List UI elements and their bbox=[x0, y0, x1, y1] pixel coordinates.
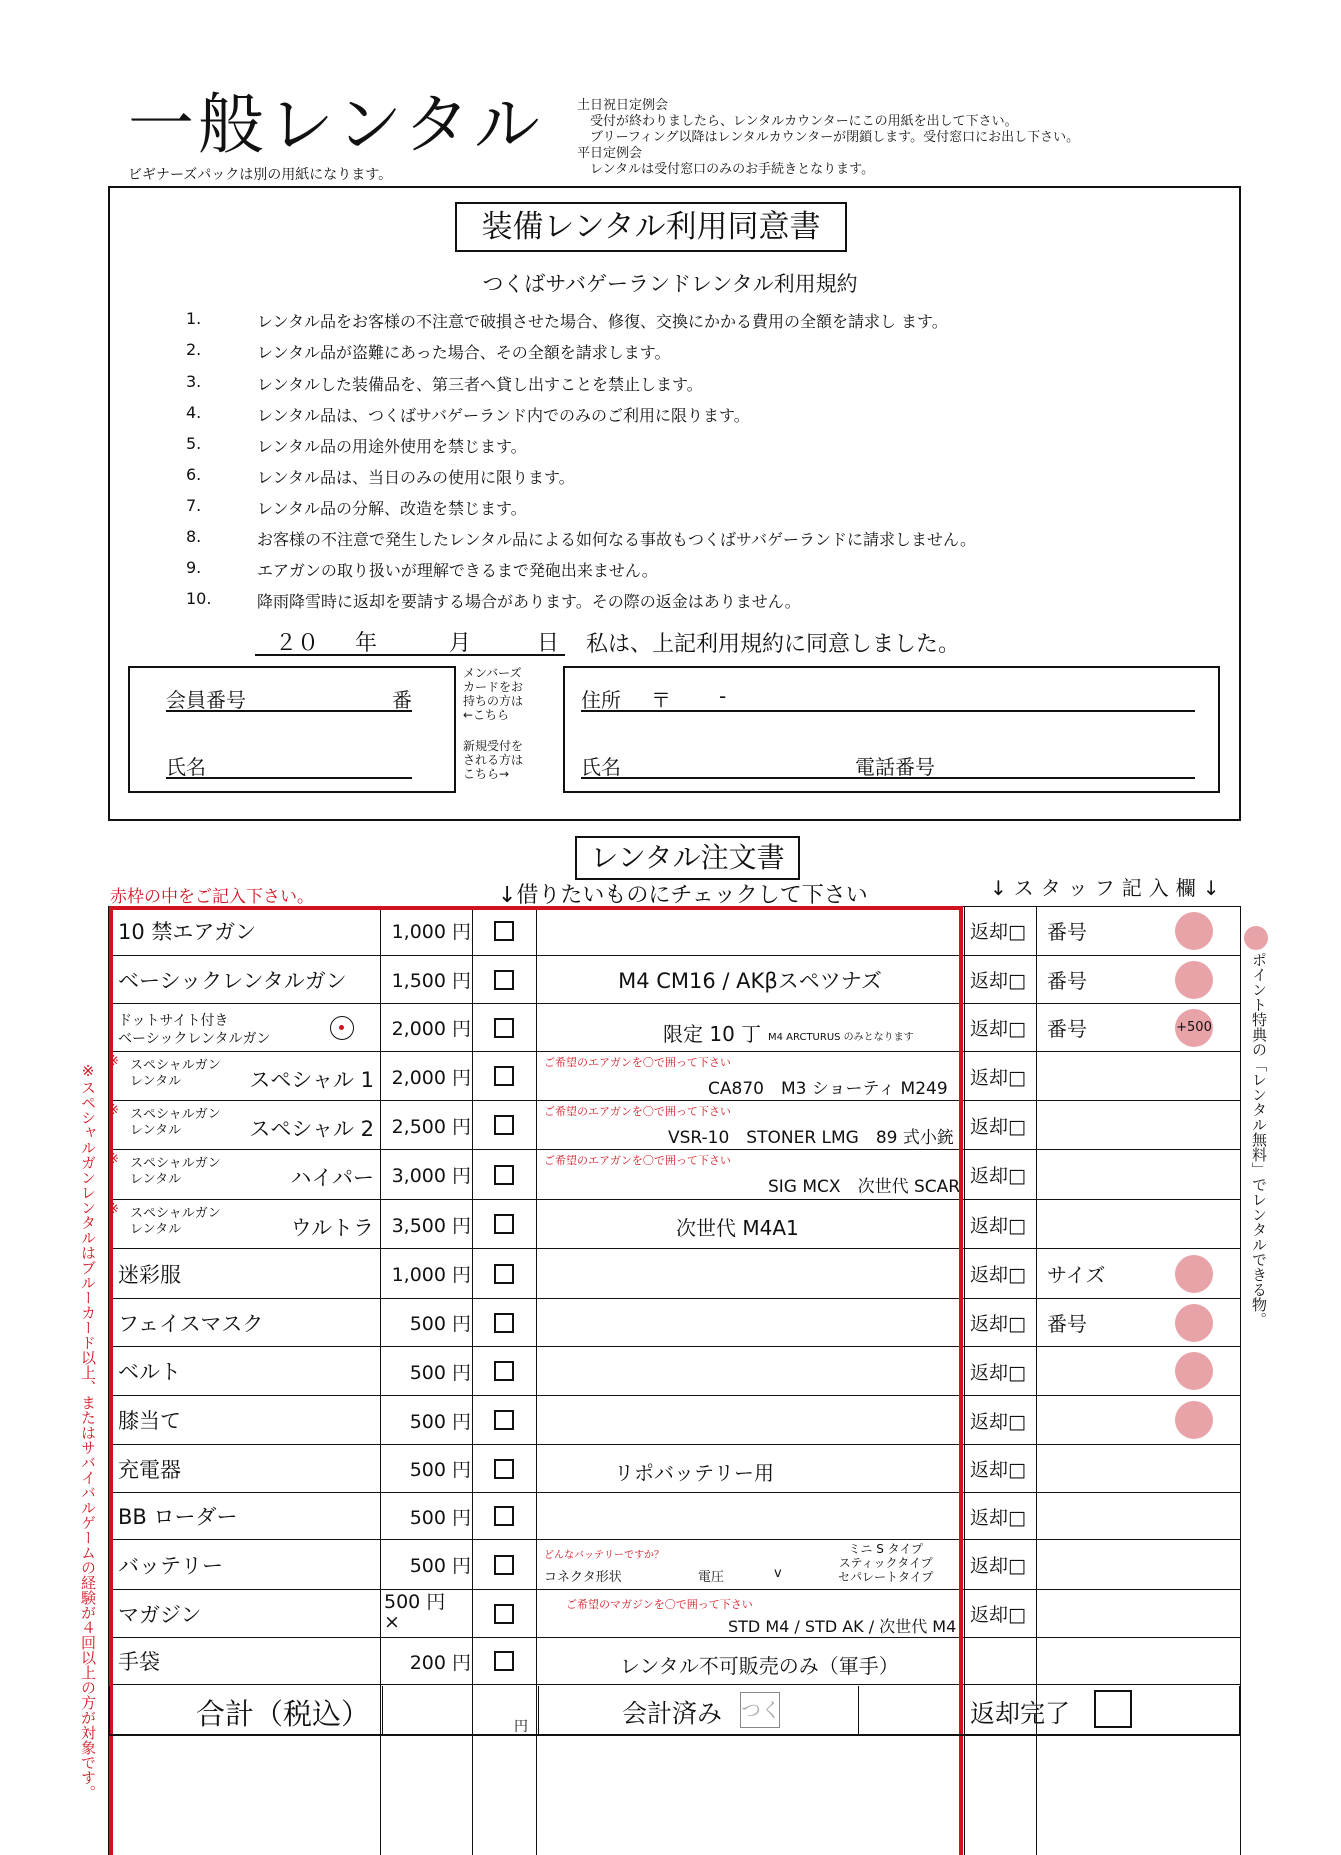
term-text: レンタル品をお客様の不注意で破損させた場合、修復、交換にかかる費用の全額を請求し ます。 bbox=[257, 312, 948, 331]
notice-line: 受付が終わりましたら、レンタルカウンターにこの用紙を出して下さい。 bbox=[577, 114, 1018, 129]
rental-checkbox-cell[interactable] bbox=[472, 1101, 536, 1149]
special-item bbox=[108, 1150, 380, 1199]
order-title: レンタル注文書 bbox=[575, 836, 800, 880]
return-check[interactable]: 返却□ bbox=[970, 970, 1026, 992]
member-name-label: 氏名 bbox=[166, 755, 206, 779]
term-number: 8. bbox=[186, 527, 202, 546]
rental-checkbox-cell[interactable] bbox=[472, 1396, 536, 1444]
agreement-title: 装備レンタル利用同意書 bbox=[455, 202, 847, 252]
return-check[interactable]: 返却□ bbox=[970, 1604, 1026, 1626]
item-price: 1,000 円 bbox=[391, 921, 471, 943]
table-row bbox=[108, 1540, 1241, 1590]
table-row bbox=[108, 1004, 1241, 1052]
term-text: レンタル品は、当日のみの使用に限ります。 bbox=[257, 468, 575, 487]
rental-checkbox[interactable] bbox=[494, 1651, 514, 1671]
notice-line: レンタルは受付窓口のみのお手続きとなります。 bbox=[577, 162, 875, 177]
battery-connector-label: コネクタ形状 bbox=[544, 1570, 622, 1585]
return-check[interactable]: 返却□ bbox=[970, 1214, 1026, 1237]
returned-checkbox[interactable] bbox=[1094, 1690, 1132, 1728]
table-row bbox=[108, 1299, 1241, 1347]
magazine-options[interactable]: STD M4 / STD AK / 次世代 M4 bbox=[728, 1617, 957, 1636]
item-name: BB ローダー bbox=[118, 1505, 238, 1529]
rental-checkbox-cell[interactable] bbox=[472, 1493, 536, 1539]
member-name-field[interactable] bbox=[166, 745, 412, 779]
item-price: 1,000 円 bbox=[391, 1264, 471, 1286]
member-number-field[interactable] bbox=[166, 678, 412, 712]
term-text: 降雨降雪時に返却を要請する場合があります。その際の返金はありません。 bbox=[257, 592, 801, 611]
rental-checkbox[interactable] bbox=[494, 1313, 514, 1333]
table-row bbox=[108, 1101, 1241, 1150]
staff-cell bbox=[1037, 1299, 1241, 1346]
rental-checkbox[interactable] bbox=[494, 1115, 514, 1135]
return-check[interactable]: 返却□ bbox=[970, 1066, 1026, 1089]
staff-cell bbox=[1037, 956, 1241, 1003]
term-number: 7. bbox=[186, 496, 202, 515]
gun-choice-hint: ご希望のエアガンを〇で囲って下さい bbox=[544, 1154, 731, 1167]
term-text: レンタルした装備品を、第三者へ貸し出すことを禁止します。 bbox=[257, 375, 703, 394]
return-check[interactable]: 返却□ bbox=[970, 1165, 1026, 1187]
return-check[interactable]: 返却□ bbox=[970, 1459, 1026, 1481]
battery-voltage-unit: v bbox=[774, 1566, 782, 1581]
term-text: レンタル品の分解、改造を禁じます。 bbox=[257, 499, 527, 518]
term-number: 6. bbox=[186, 465, 202, 484]
member-number-suffix: 番 bbox=[392, 688, 412, 712]
rental-checkbox-cell[interactable] bbox=[472, 906, 536, 955]
return-check[interactable]: 返却□ bbox=[970, 1115, 1026, 1138]
item-note: 限定 10 丁 bbox=[663, 1022, 762, 1046]
item-name: 膝当て bbox=[118, 1409, 181, 1433]
item-note: M4 CM16 / AKβスペツナズ bbox=[618, 968, 882, 993]
member-card-note: メンバーズ カードをお 持ちの方は ←こちら bbox=[463, 666, 524, 722]
term-number: 5. bbox=[186, 434, 202, 453]
rental-checkbox-cell[interactable] bbox=[472, 956, 536, 1003]
date-day-label: 日 bbox=[537, 631, 560, 656]
point-dot bbox=[1175, 1352, 1213, 1390]
term-number: 3. bbox=[186, 372, 202, 391]
notice-line: 土日祝日定例会 bbox=[577, 98, 669, 113]
item-price: 2,000 円 bbox=[391, 1066, 471, 1089]
special-mark: ※ bbox=[108, 1103, 119, 1118]
staff-heading: ↓スタッフ記入欄↓ bbox=[990, 876, 1227, 900]
battery-types[interactable]: ミニ S タイプ スティックタイプ セパレートタイプ bbox=[838, 1542, 934, 1584]
point-dot bbox=[1175, 912, 1213, 950]
paid-label: 会計済み bbox=[622, 1699, 723, 1728]
table-row bbox=[108, 1638, 1241, 1685]
table-row bbox=[108, 1493, 1241, 1540]
table-row bbox=[108, 1150, 1241, 1200]
dot-sight-icon bbox=[330, 1016, 354, 1040]
table-row bbox=[108, 1445, 1241, 1493]
special-label: スペシャルガン レンタル bbox=[130, 1206, 221, 1237]
table-row bbox=[108, 906, 1241, 956]
term-number: 10. bbox=[186, 589, 212, 608]
magazine-hint: ご希望のマガジンを〇で囲って下さい bbox=[566, 1598, 753, 1611]
item-name: 迷彩服 bbox=[118, 1262, 181, 1287]
item-price: 2,500 円 bbox=[391, 1115, 471, 1138]
return-check[interactable]: 返却□ bbox=[970, 1361, 1026, 1384]
item-price: 500 円 bbox=[409, 1555, 471, 1577]
rental-checkbox-cell[interactable] bbox=[472, 1299, 536, 1346]
postal-mark: 〒 bbox=[651, 688, 671, 712]
staff-cell bbox=[1037, 1396, 1241, 1444]
page-title: 一般レンタル bbox=[128, 86, 544, 163]
table-row bbox=[108, 1396, 1241, 1445]
table-row bbox=[108, 1249, 1241, 1299]
table-row bbox=[108, 956, 1241, 1004]
item-note: リポバッテリー用 bbox=[614, 1461, 774, 1485]
term-number: 4. bbox=[186, 403, 202, 422]
staff-label: 番号 bbox=[1047, 920, 1087, 944]
member-number-label: 会員番号 bbox=[166, 688, 246, 712]
item-note: レンタル不可販売のみ（軍手） bbox=[620, 1654, 899, 1678]
item-price: 500 円 bbox=[409, 1361, 471, 1384]
special-mark: ※ bbox=[108, 1202, 119, 1217]
postal-dash: - bbox=[719, 684, 727, 708]
item-name: 手袋 bbox=[118, 1650, 160, 1674]
address-label: 住所 bbox=[581, 688, 621, 712]
special-grade: スペシャル 1 bbox=[249, 1068, 374, 1092]
returned-label: 返却完了 bbox=[970, 1699, 1071, 1728]
rental-checkbox[interactable] bbox=[494, 1066, 514, 1086]
rental-checkbox[interactable] bbox=[494, 1506, 514, 1526]
item-name: ベーシックレンタルガン bbox=[118, 968, 347, 993]
date-year-label: 年 bbox=[355, 631, 378, 656]
rental-checkbox-cell[interactable] bbox=[472, 1590, 536, 1637]
item-note-small: M4 ARCTURUS のみとなります bbox=[768, 1032, 914, 1043]
rental-checkbox-cell[interactable] bbox=[472, 1052, 536, 1100]
rental-checkbox[interactable] bbox=[494, 1264, 514, 1284]
item-name: 10 禁エアガン bbox=[118, 919, 257, 944]
staff-cell bbox=[1037, 1004, 1241, 1051]
terms-subtitle: つくばサバゲーランドレンタル利用規約 bbox=[482, 272, 858, 296]
return-check[interactable]: 返却□ bbox=[970, 921, 1026, 943]
staff-cell bbox=[1037, 1347, 1241, 1395]
term-text: レンタル品は、つくばサバゲーランド内でのみのご利用に限ります。 bbox=[257, 406, 750, 425]
item-price: 500 円 bbox=[409, 1410, 471, 1433]
rental-checkbox[interactable] bbox=[494, 1018, 514, 1038]
point-dot bbox=[1175, 1401, 1213, 1439]
agree-statement: 私は、上記利用規約に同意しました。 bbox=[586, 632, 961, 657]
return-check[interactable]: 返却□ bbox=[970, 1506, 1026, 1529]
staff-label: 番号 bbox=[1047, 1312, 1087, 1336]
item-note: 次世代 M4A1 bbox=[676, 1216, 799, 1240]
rental-checkbox[interactable] bbox=[494, 1165, 514, 1185]
total-label: 合計（税込） bbox=[196, 1697, 371, 1731]
notice-line: ブリーフィング以降はレンタルカウンターが閉鎖します。受付窓口にお出し下さい。 bbox=[577, 130, 1080, 145]
special-grade: スペシャル 2 bbox=[249, 1117, 374, 1141]
return-check[interactable]: 返却□ bbox=[970, 1018, 1026, 1040]
item-price: 200 円 bbox=[409, 1651, 471, 1674]
member-box bbox=[128, 666, 456, 793]
name-phone-field[interactable] bbox=[581, 745, 1195, 779]
special-item bbox=[108, 1200, 380, 1248]
term-text: エアガンの取り扱いが理解できるまで発砲出来ません。 bbox=[257, 561, 658, 580]
gun-choice-hint: ご希望のエアガンを〇で囲って下さい bbox=[544, 1105, 731, 1118]
beginner-note: ビギナーズパックは別の用紙になります。 bbox=[128, 167, 393, 183]
item-name: 充電器 bbox=[118, 1457, 181, 1482]
staff-cell bbox=[1037, 906, 1241, 955]
item-price: 3,000 円 bbox=[391, 1165, 471, 1187]
special-gun-note: ※スペシャルガンレンタルはブルーカード以上、またはサバイバルゲームの経験が４回以上の方が対象です。 bbox=[79, 1062, 97, 1800]
rental-checkbox-cell[interactable] bbox=[472, 1638, 536, 1684]
battery-voltage-label: 電圧 bbox=[698, 1570, 725, 1585]
paid-stamp-box[interactable]: つく bbox=[740, 1692, 780, 1728]
point-dot bbox=[1175, 1255, 1213, 1293]
special-label: スペシャルガン レンタル bbox=[130, 1058, 221, 1089]
date-month-label: 月 bbox=[449, 631, 472, 656]
date-field[interactable] bbox=[255, 620, 565, 656]
battery-hint: どんなバッテリーですか？ bbox=[544, 1550, 664, 1561]
point-dot-legend bbox=[1244, 926, 1268, 950]
point-benefit-note: ポイント特典の「レンタル無料」でレンタルできる物。 bbox=[1250, 952, 1268, 1327]
special-grade: ウルトラ bbox=[290, 1216, 374, 1240]
point-dot bbox=[1175, 961, 1213, 999]
rental-checkbox[interactable] bbox=[494, 1361, 514, 1381]
table-row bbox=[108, 1052, 1241, 1101]
address-box bbox=[563, 666, 1220, 793]
gun-options[interactable]: SIG MCX 次世代 SCAR bbox=[768, 1177, 961, 1197]
table-row bbox=[108, 1590, 1241, 1638]
term-number: 1. bbox=[186, 309, 202, 328]
special-label: スペシャルガン レンタル bbox=[130, 1107, 221, 1138]
term-number: 2. bbox=[186, 340, 202, 359]
red-frame-instruction: 赤枠の中をご記入下さい。 bbox=[110, 887, 314, 907]
rental-checkbox-cell[interactable] bbox=[472, 1004, 536, 1051]
special-mark: ※ bbox=[108, 1054, 119, 1069]
item-name: バッテリー bbox=[118, 1553, 223, 1578]
rental-checkbox[interactable] bbox=[494, 1459, 514, 1479]
rental-checkbox-cell[interactable] bbox=[472, 1150, 536, 1199]
rental-checkbox[interactable] bbox=[494, 1410, 514, 1430]
gun-choice-hint: ご希望のエアガンを〇で囲って下さい bbox=[544, 1056, 731, 1069]
address-field[interactable] bbox=[581, 678, 1195, 712]
return-check[interactable]: 返却□ bbox=[970, 1264, 1026, 1286]
item-price: 1,500 円 bbox=[391, 970, 471, 992]
rental-checkbox[interactable] bbox=[494, 1604, 514, 1624]
item-name: ベルト bbox=[118, 1360, 181, 1384]
new-registration-note: 新規受付を される方は こちら→ bbox=[463, 739, 524, 781]
item-price: 500 円 bbox=[409, 1506, 471, 1529]
item-price: 3,500 円 bbox=[391, 1214, 471, 1237]
item-name-small: ドットサイト付き bbox=[118, 1013, 229, 1029]
special-item bbox=[108, 1101, 380, 1149]
point-dot: +500 bbox=[1175, 1009, 1213, 1047]
staff-cell bbox=[1037, 1249, 1241, 1298]
rental-checkbox[interactable] bbox=[494, 1214, 514, 1234]
item-name: ベーシックレンタルガン bbox=[118, 1031, 271, 1047]
check-instruction: ↓借りたいものにチェックして下さい bbox=[498, 883, 868, 908]
special-label: スペシャルガン レンタル bbox=[130, 1156, 221, 1187]
table-row bbox=[108, 1200, 1241, 1249]
item-price: 500 円 bbox=[409, 1459, 471, 1481]
notice-line: 平日定例会 bbox=[577, 146, 643, 161]
rental-checkbox[interactable] bbox=[494, 921, 514, 941]
item-price: 500 円 × bbox=[384, 1591, 446, 1633]
staff-label: 番号 bbox=[1047, 969, 1087, 993]
date-era: ２０ bbox=[275, 631, 320, 656]
special-item bbox=[108, 1052, 380, 1100]
rental-checkbox-cell[interactable] bbox=[472, 1200, 536, 1248]
rental-checkbox[interactable] bbox=[494, 970, 514, 990]
return-check[interactable]: 返却□ bbox=[970, 1555, 1026, 1577]
item-price: 500 円 bbox=[409, 1313, 471, 1335]
rental-checkbox-cell[interactable] bbox=[472, 1540, 536, 1589]
gun-options[interactable]: VSR-10 STONER LMG 89 式小銃 bbox=[668, 1128, 954, 1148]
staff-label: 番号 bbox=[1047, 1017, 1087, 1041]
special-mark: ※ bbox=[108, 1152, 119, 1167]
point-dot bbox=[1175, 1304, 1213, 1342]
term-number: 9. bbox=[186, 558, 202, 577]
total-row bbox=[108, 1686, 1241, 1736]
return-check[interactable]: 返却□ bbox=[970, 1410, 1026, 1433]
rental-checkbox-cell[interactable] bbox=[472, 1249, 536, 1298]
rental-checkbox-cell[interactable] bbox=[472, 1445, 536, 1492]
term-text: お客様の不注意で発生したレンタル品による如何なる事故もつくばサバゲーランドに請求しません。 bbox=[257, 530, 976, 549]
table-row bbox=[108, 1347, 1241, 1396]
rental-checkbox-cell[interactable] bbox=[472, 1347, 536, 1395]
phone-label: 電話番号 bbox=[855, 755, 935, 779]
rental-checkbox[interactable] bbox=[494, 1555, 514, 1575]
return-check[interactable]: 返却□ bbox=[970, 1313, 1026, 1335]
gun-options[interactable]: CA870 M3 ショーティ M249 bbox=[708, 1079, 948, 1099]
item-name: マガジン bbox=[118, 1602, 202, 1627]
item-name: フェイスマスク bbox=[118, 1311, 264, 1336]
item-price: 2,000 円 bbox=[391, 1018, 471, 1040]
special-grade: ハイパー bbox=[290, 1166, 374, 1190]
name-label: 氏名 bbox=[581, 755, 621, 779]
total-yen: 円 bbox=[514, 1719, 528, 1735]
term-text: レンタル品が盗難にあった場合、その全額を請求します。 bbox=[257, 343, 671, 362]
term-text: レンタル品の用途外使用を禁じます。 bbox=[257, 437, 527, 456]
staff-label: サイズ bbox=[1047, 1263, 1106, 1287]
